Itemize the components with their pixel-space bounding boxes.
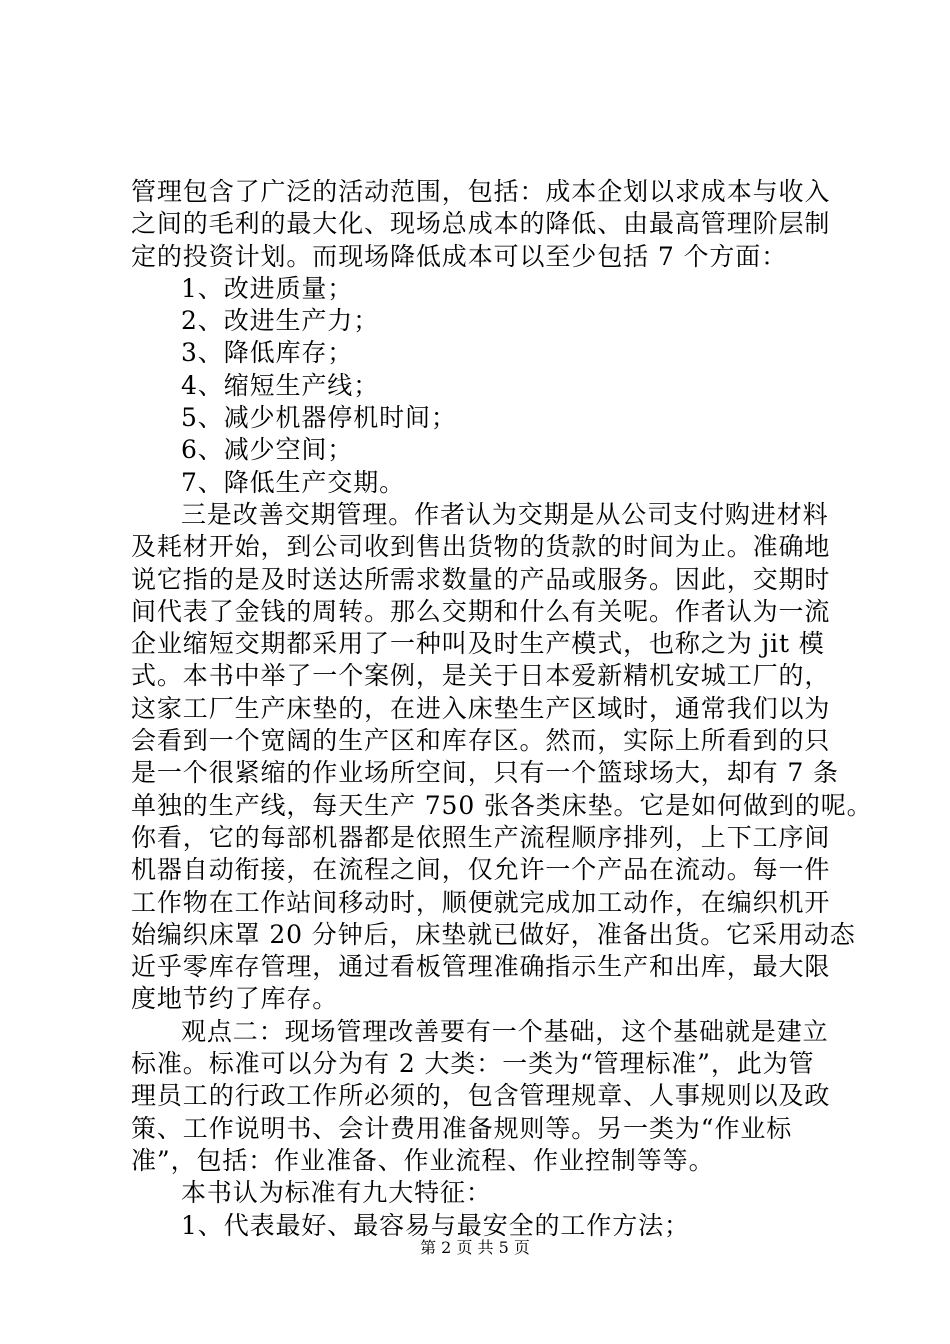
- text-line: 及耗材开始，到公司收到售出货物的货款的时间为止。准确地: [131, 532, 831, 562]
- text-line: 会看到一个宽阔的生产区和库存区。然而，实际上所看到的只: [131, 726, 831, 756]
- document-body: [131, 176, 873, 1242]
- text-line: 说它指的是及时送达所需求数量的产品或服务。因此，交期时: [131, 564, 831, 594]
- text-line: 7、降低生产交期。: [181, 467, 406, 497]
- text-line: 观点二：现场管理改善要有一个基础，这个基础就是建立: [181, 1016, 829, 1046]
- text-line: 管理包含了广泛的活动范围，包括：成本企划以求成本与收入: [131, 177, 831, 206]
- text-line: 6、减少空间；: [181, 435, 354, 465]
- text-line: 你看，它的每部机器都是依照生产流程顺序排列，上下工序间: [131, 822, 831, 852]
- text-line: 始编织床罩 20 分钟后，床垫就已做好，准备出货。它采用动态: [131, 919, 856, 949]
- text-line: 度地节约了库存。: [131, 984, 339, 1014]
- text-line: 企业缩短交期都采用了一种叫及时生产模式，也称之为 jit 模: [131, 629, 825, 659]
- text-line: 定的投资计划。而现场降低成本可以至少包括 7 个方面：: [131, 241, 788, 271]
- text-line: 本书认为标准有九大特征：: [181, 1178, 492, 1208]
- text-line: 标准。标准可以分为有 2 大类：一类为“管理标准”，此为管: [131, 1049, 815, 1079]
- text-line: 准”，包括：作业准备、作业流程、作业控制等等。: [131, 1145, 715, 1175]
- text-line: 间代表了金钱的周转。那么交期和什么有关呢。作者认为一流: [131, 596, 831, 626]
- text-line: 工作物在工作站间移动时，顺便就完成加工动作，在编织机开: [131, 887, 831, 917]
- text-line: 2、改进生产力；: [181, 306, 380, 336]
- text-line: 三是改善交期管理。作者认为交期是从公司支付购进材料: [181, 499, 829, 529]
- text-line: 是一个很紧缩的作业场所空间，只有一个篮球场大，却有 7 条: [131, 758, 839, 788]
- text-line: 1、代表最好、最容易与最安全的工作方法；: [181, 1210, 690, 1240]
- text-line: 4、缩短生产线；: [181, 370, 380, 400]
- text-line: 理员工的行政工作所必须的，包含管理规章、人事规则以及政: [131, 1081, 831, 1111]
- text-line: 3、降低库存；: [181, 338, 354, 368]
- text-line: 近乎零库存管理，通过看板管理准确指示生产和出库，最大限: [131, 952, 831, 982]
- text-line: 这家工厂生产床垫的，在进入床垫生产区域时，通常我们以为: [131, 693, 831, 723]
- text-line: 式。本书中举了一个案例，是关于日本爱新精机安城工厂的，: [131, 661, 831, 691]
- page-footer: 第 2 页 共 5 页: [420, 1238, 530, 1257]
- text-line: 之间的毛利的最大化、现场总成本的降低、由最高管理阶层制: [131, 209, 831, 239]
- text-line: 1、改进质量；: [181, 273, 354, 303]
- text-line: 机器自动衔接，在流程之间，仅允许一个产品在流动。每一件: [131, 855, 831, 885]
- text-line: 策、工作说明书、会计费用准备规则等。另一类为“作业标: [131, 1113, 793, 1143]
- text-line: 单独的生产线，每天生产 750 张各类床垫。它是如何做到的呢。: [131, 790, 873, 820]
- text-line: 5、减少机器停机时间；: [181, 403, 457, 433]
